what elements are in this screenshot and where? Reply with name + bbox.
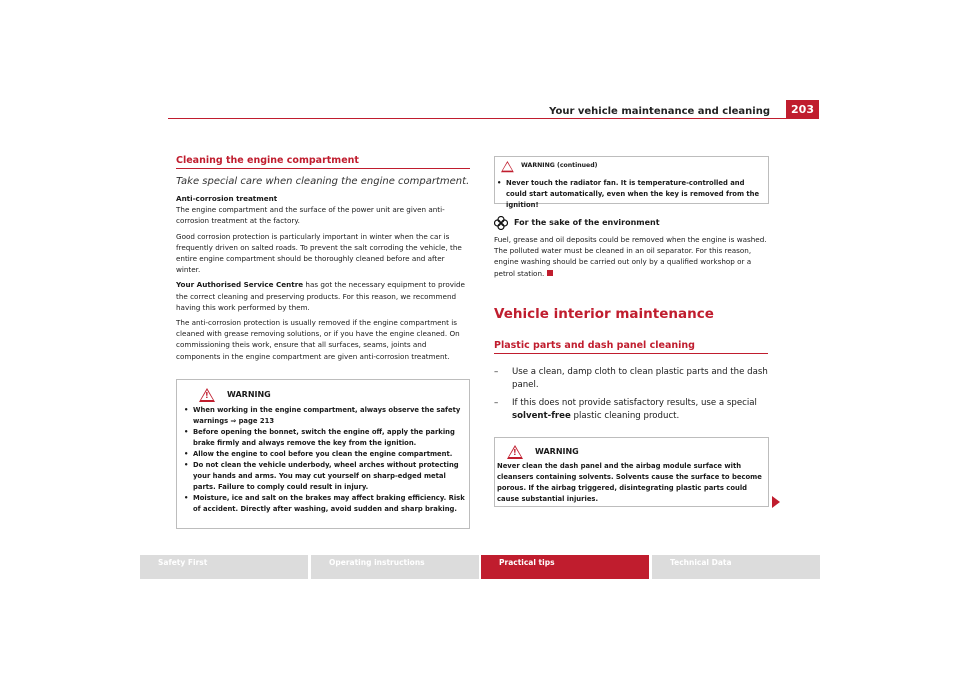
header-rule [168,118,819,119]
list-item: – If this does not provide satisfactory results, use a special solvent-free plastic cleaning product. [494,398,757,421]
paragraph: The anti-corrosion protection is usually removed if the engine compartment is cleaned with grease removing solutions, or if you have the engine cleaned. On commissioning theis work, ensure that all surfaces, seams, joints and components in the engine compartment are given anti-corrosion treatment. [176,318,460,361]
step-list [494,366,768,423]
warning-item: • Before opening the bonnet, switch the engine off, apply the parking brake firmly and always remove the key from the ignition. [184,428,455,447]
sub-heading: Anti-corrosion treatment [176,194,278,203]
service-centre-bold: Your Authorised Service Centre [176,280,304,290]
warning-title: WARNING [227,390,271,399]
continue-arrow-icon [772,496,780,508]
warning-title: WARNING [535,447,579,456]
warning-item: • Do not clean the vehicle underbody, wheel arches without protecting your hands and arms. You may cut yourself on sharp-edged metal parts. Failure to comply could result in injury. [184,461,459,491]
tab-safety-first[interactable]: Safety First [140,555,308,579]
paragraph-text: has got the necessary equipment to provide the correct cleaning and preserving products. For this reason, we recommend having this work performed by them. [176,280,465,312]
tab-practical-tips[interactable]: Practical tips [481,555,649,579]
warning-text: Never clean the dash panel and the airbag module surface with cleansers containing solvents. Solvents cause the surface to become porous. If the airbag triggered, disintegrating plastic parts could cause substantial injuries. [497,462,762,503]
warning-item: • Never touch the radiator fan. It is temperature-controlled and could start automatically, even when the key is removed from the ignition! [497,179,760,209]
tab-technical-data[interactable]: Technical Data [652,555,820,579]
main-heading: Vehicle interior maintenance [494,306,714,322]
paragraph [176,279,470,313]
warning-item: • Allow the engine to cool before you clean the engine compartment. [184,450,453,458]
tab-operating-instructions[interactable]: Operating instructions [311,555,479,579]
section-rule [494,353,768,354]
section-rule [176,168,470,169]
environment-flower-icon [494,216,508,230]
warning-box: ! WARNING Never clean the dash panel and the airbag module surface with cleansers containing solvents. Solvents cause the surface to become porous. If the airbag triggered, disintegrating plastic parts could cause substantial injuries. [494,437,769,507]
warning-continued-title: WARNING (continued) [521,162,598,169]
list-item: – Use a clean, damp cloth to clean plastic parts and the dash panel. [494,367,768,390]
warning-item: • Moisture, ice and salt on the brakes may affect braking efficiency. Risk of accident. Directly after washing, avoid sudden and sharp braking. [184,494,465,513]
section-title: Plastic parts and dash panel cleaning [494,340,695,351]
paragraph: Good corrosion protection is particularly important in winter when the car is frequently driven on salted roads. To prevent the salt corroding the vehicle, the entire engine compartment should be thoroughly cleaned before and after winter. [176,231,462,275]
left-column [176,154,470,366]
page-number: 203 [786,100,819,119]
environment-title: For the sake of the environment [514,218,660,228]
end-square-icon [547,270,553,276]
section-subtitle: Take special care when cleaning the engine compartment. [176,176,470,187]
warning-box: ! WARNING • When working in the engine compartment, always observe the safety warnings ⇒ page 213 • Before opening the bonnet, switch the engine off, apply the parking brake firmly and always remove the key from the ignition. • Allow the engine to cool before you clean the engine compartment. • Do not clean the vehicle underbody, wheel arches without protecting your hands and arms. You may cut yourself on sharp-edged metal parts. Failure to comply could result in injury. • Moisture, ice and salt on the brakes may affect braking efficiency. Risk of accident. Directly after washing, avoid sudden and sharp braking. [176,379,470,529]
section-title: Cleaning the engine compartment [176,155,359,166]
warning-triangle-icon [501,161,514,172]
environment-note [494,216,770,279]
page-header-title: Your vehicle maintenance and cleaning [549,106,770,117]
warning-item: • When working in the engine compartment, always observe the safety warnings ⇒ page 213 [184,406,461,425]
paragraph: The engine compartment and the surface of the power unit are given anti-corrosion treatment at the factory. [176,205,445,226]
warning-continued-box [494,156,769,209]
environment-text: Fuel, grease and oil deposits could be removed when the engine is washed. The polluted water must be cleaned in an oil separator. For this reason, engine washing should be carried out only by a qualified workshop or a petrol station. [494,235,767,278]
